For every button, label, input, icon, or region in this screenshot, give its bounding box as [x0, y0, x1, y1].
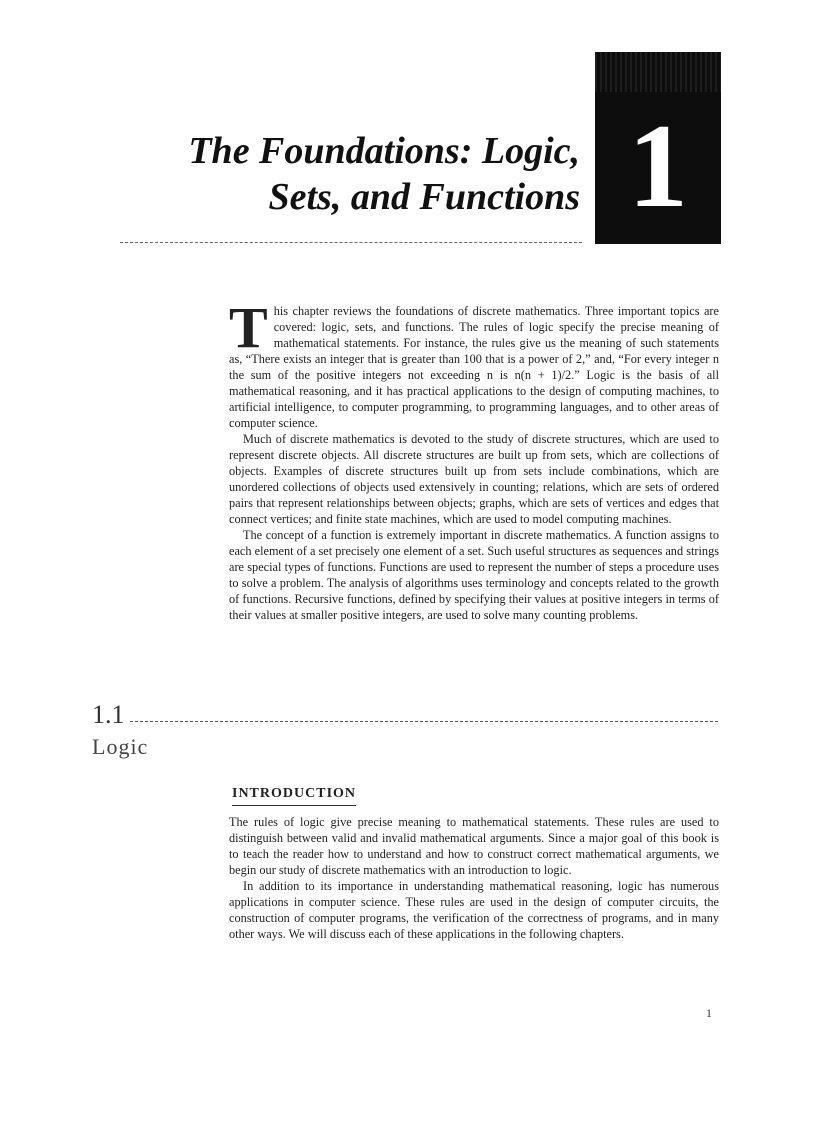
section-title: Logic: [92, 734, 149, 759]
introduction-heading: INTRODUCTION: [232, 786, 357, 801]
chapter-title-line-1: The Foundations: Logic,: [188, 130, 580, 172]
drop-cap: T: [229, 295, 268, 360]
intro-paragraph-3: The concept of a function is extremely important in discrete mathematics. A function assigns to each element of a set precisely one element of a set. Such useful structures as sequences and strings are special types of functions. Functions are used to represent the number of steps a procedure uses to solve a problem. The analysis of algorithms uses terminology and concepts related to the growth of functions. Recursive functions, defined by specifying their values at positive integers in terms of their values at smaller positive integers, are used to solve many counting problems.: [229, 528, 719, 622]
section-divider: [130, 721, 718, 722]
introduction-heading-underline: [232, 805, 356, 806]
chapter-number: 1: [628, 99, 688, 232]
introduction-body: [229, 814, 719, 942]
intro-paragraph-1: [229, 295, 719, 431]
section-number: 1.1: [92, 700, 125, 729]
introduction-paragraph-2: In addition to its importance in understanding mathematical reasoning, logic has numerous applications in computer science. These rules are used in the design of computer circuits, the construction of computer programs, the verification of the correctness of programs, and in many other ways. We will discuss each of these applications in the following chapters.: [229, 879, 719, 941]
introduction-paragraph-1: The rules of logic give precise meaning to mathematical statements. These rules are used to distinguish between valid and invalid mathematical arguments. Since a major goal of this book is to teach the reader how to understand and how to construct correct mathematical arguments, we begin our study of discrete mathematics with an introduction to logic.: [229, 815, 719, 877]
chapter-intro: [229, 295, 719, 623]
chapter-box-texture: [595, 52, 721, 92]
chapter-title-line-2: Sets, and Functions: [268, 176, 580, 218]
chapter-number-box: [595, 52, 721, 244]
chapter-divider: [120, 242, 582, 243]
intro-paragraph-1-text: his chapter reviews the foundations of discrete mathematics. Three important topics are covered: logic, sets, and functions. The rules of logic specify the precise meaning of mathematical statements. For instance, the rules give us the meaning of such statements as, “There exists an integer that is greater than 100 that is a power of 2,” and, “For every integer n the sum of the positive integers not exceeding n is n(n + 1)/2.” Logic is the basis of all mathematical reasoning, and it has practical applications to the design of computing machines, to artificial intelligence, to computer programming, to programming languages, and to other areas of computer science.: [229, 304, 719, 430]
chapter-title: [188, 128, 580, 220]
intro-paragraph-2: Much of discrete mathematics is devoted to the study of discrete structures, which are used to represent discrete objects. All discrete structures are built up from sets, which are collections of objects. Examples of discrete structures built up from sets include combinations, which are unordered collections of objects used extensively in counting; relations, which are sets of ordered pairs that represent relationships between objects; graphs, which are sets of vertices and edges that connect vertices; and finite state machines, which are used to model computing machines.: [229, 432, 719, 526]
page-number: 1: [706, 1006, 712, 1020]
